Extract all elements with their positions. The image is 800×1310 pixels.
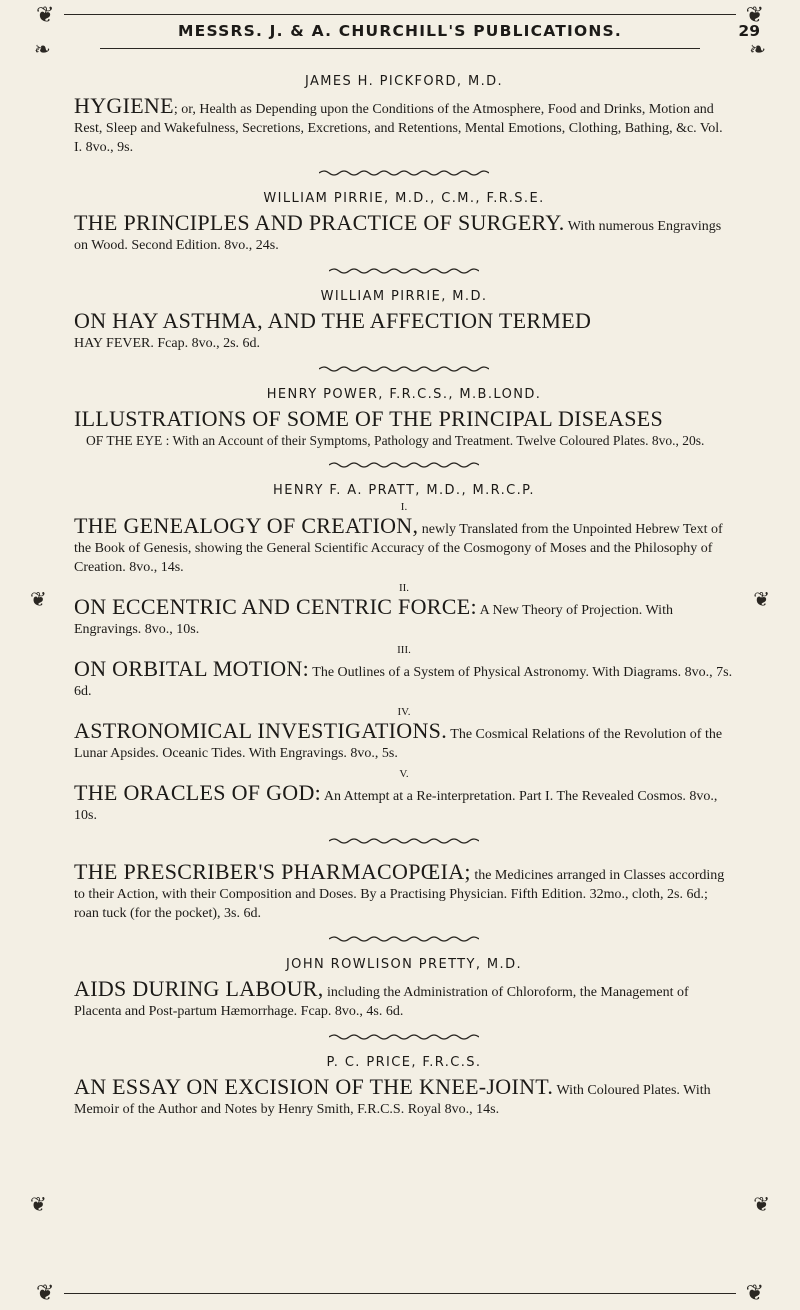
book-title: THE PRINCIPLES AND PRACTICE OF SURGERY.: [74, 210, 565, 235]
book-title: AIDS DURING LABOUR,: [74, 976, 324, 1001]
side-ornament-icon: ❦: [30, 1194, 47, 1216]
author-name: P. C. PRICE, F.R.C.S.: [326, 1055, 482, 1070]
book-title: ON ECCENTRIC AND CENTRIC FORCE:: [74, 594, 477, 619]
book-title: THE ORACLES OF GOD:: [74, 780, 322, 805]
page-number: 29: [738, 22, 760, 40]
wavy-divider: [329, 267, 479, 275]
entry: [74, 483, 734, 825]
running-header: MESSRS. J. & A. CHURCHILL'S PUBLICATIONS.: [178, 22, 622, 40]
author-name: HENRY F. A. PRATT, M.D., M.R.C.P.: [273, 483, 535, 498]
book-title: ILLUSTRATIONS OF SOME OF THE PRINCIPAL DISEASES: [74, 406, 664, 431]
book-description: OF THE EYE : With an Account of their Symptoms, Pathology and Treatment. Twelve Coloured Plates. 8vo., 20s.: [86, 433, 705, 448]
author-name: JOHN ROWLISON PRETTY, M.D.: [285, 957, 523, 972]
side-ornament-icon: ❦: [753, 589, 770, 611]
book-description: The Cosmical Relations of the Revolution of the Lunar Apsides. Oceanic Tides. With Engravings. 8vo., 5s.: [74, 727, 723, 761]
entry: [74, 1055, 734, 1119]
sub-work: [74, 583, 734, 639]
book-description: A New Theory of Projection. With Engravings. 8vo., 10s.: [74, 603, 673, 637]
entry: [74, 387, 734, 449]
entry: [74, 74, 734, 157]
sub-work: [74, 769, 734, 825]
wavy-divider: [329, 461, 479, 469]
corner-ornament-icon: ❦: [745, 1280, 764, 1305]
book-title: ON ORBITAL MOTION:: [74, 656, 310, 681]
book-title: THE PRESCRIBER'S PHARMACOPŒIA;: [74, 859, 471, 884]
author-name: WILLIAM PIRRIE, M.D., C.M., F.R.S.E.: [263, 191, 545, 206]
book-description: HAY FEVER. Fcap. 8vo., 2s. 6d.: [74, 336, 261, 351]
corner-ornament-icon: ❦: [36, 1280, 55, 1305]
book-title: THE GENEALOGY OF CREATION,: [74, 513, 419, 538]
corner-ornament-icon: ❦: [745, 2, 764, 27]
book-title: HYGIENE: [74, 93, 174, 118]
work-number: V.: [399, 768, 409, 780]
corner-ornament-icon: ❦: [36, 2, 55, 27]
work-number: II.: [398, 582, 410, 594]
book-description: ; or, Health as Depending upon the Conditions of the Atmosphere, Food and Drinks, Motion and Rest, Sleep and Wakefulness, Secretions, Excretions, and Retentions, Mental Emotions, Clothing, Bathing, &c. Vol. I. 8vo., 9s.: [74, 102, 723, 155]
sub-work: [74, 502, 734, 577]
content: [74, 74, 734, 1131]
bottom-rule: [64, 1293, 736, 1294]
entry: [74, 859, 734, 923]
book-title: AN ESSAY ON EXCISION OF THE KNEE-JOINT.: [74, 1074, 554, 1099]
wavy-divider: [319, 365, 489, 373]
book-description: An Attempt at a Re-interpretation. Part I. The Revealed Cosmos. 8vo., 10s.: [74, 789, 718, 823]
book-description: The Outlines of a System of Physical Astronomy. With Diagrams. 8vo., 7s. 6d.: [74, 665, 733, 699]
author-name: JAMES H. PICKFORD, M.D.: [304, 74, 504, 89]
entry: [74, 957, 734, 1021]
book-title: ASTRONOMICAL INVESTIGATIONS.: [74, 718, 448, 743]
book-description: including the Administration of Chloroform, the Management of Placenta and Post-partum Hæmorrhage. Fcap. 8vo., 4s. 6d.: [74, 985, 689, 1019]
book-description: the Medicines arranged in Classes according to their Action, with their Composition and Doses. By a Practising Physician. Fifth Edition. 32mo., cloth, 2s. 6d.; roan tuck (for the pocket), 3s. 6d.: [74, 868, 725, 921]
book-description: With numerous Engravings on Wood. Second Edition. 8vo., 24s.: [74, 219, 722, 253]
top-rule: [64, 14, 736, 15]
wavy-divider: [329, 935, 479, 943]
work-number: III.: [397, 644, 411, 656]
entry: [74, 191, 734, 255]
header-rule: [100, 48, 700, 49]
side-ornament-icon: ❧: [34, 39, 51, 61]
side-ornament-icon: ❦: [753, 1194, 770, 1216]
author-name: WILLIAM PIRRIE, M.D.: [320, 289, 488, 304]
work-number: I.: [400, 501, 408, 513]
sub-work: [74, 707, 734, 763]
book-description: With Coloured Plates. With Memoir of the Author and Notes by Henry Smith, F.R.C.S. Royal 8vo., 14s.: [74, 1083, 711, 1117]
side-ornament-icon: ❧: [749, 39, 766, 61]
sub-work: [74, 645, 734, 701]
wavy-divider: [329, 837, 479, 845]
wavy-divider: [319, 169, 489, 177]
wavy-divider: [329, 1033, 479, 1041]
work-number: IV.: [397, 706, 411, 718]
side-ornament-icon: ❦: [30, 589, 47, 611]
entry: [74, 289, 734, 353]
book-description: newly Translated from the Unpointed Hebrew Text of the Book of Genesis, showing the General Scientific Accuracy of the Cosmogony of Moses and the Philosophy of Creation. 8vo., 14s.: [74, 522, 723, 575]
book-title: ON HAY ASTHMA, AND THE AFFECTION TERMED: [74, 308, 592, 333]
author-name: HENRY POWER, F.R.C.S., M.B.LOND.: [266, 387, 542, 402]
